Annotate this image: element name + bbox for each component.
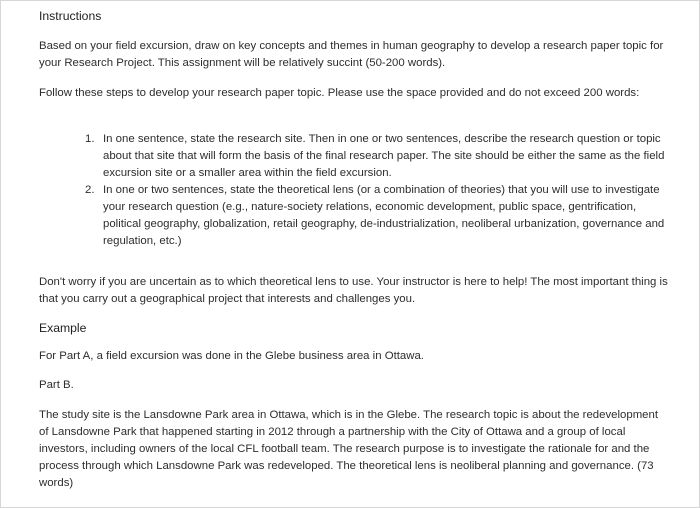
- example-heading: Example: [39, 321, 87, 335]
- list-item: [85, 182, 665, 250]
- part-a-paragraph: For Part A, a field excursion was done in the Glebe business area in Ottawa.: [39, 350, 424, 362]
- list-item: [85, 131, 665, 182]
- instructions-heading: Instructions: [39, 9, 102, 23]
- list-item-number: 2.: [85, 184, 95, 196]
- list-item-text: In one sentence, state the research site. Then in one or two sentences, describe the research question or topic about that site that will form the basis of the final research paper. The site should be either the same as the field excursion site or a smaller area within the field excursion.: [103, 133, 665, 179]
- intro-paragraph: Based on your field excursion, draw on key concepts and themes in human geography to develop a research paper topic for your Research Project. This assignment will be relatively succint (50-200 words).: [39, 40, 664, 69]
- part-b-label: Part B.: [39, 379, 74, 391]
- part-b-paragraph: The study site is the Lansdowne Park area in Ottawa, which is in the Glebe. The research topic is about the redevelopment of Lansdowne Park that happened starting in 2012 through a partnership with the City of Ottawa and a group of local investors, including owners of the local CFL football team. The research purpose is to investigate the rationale for and the process through which Lansdowne Park was redeveloped. The theoretical lens is neoliberal planning and governance. (73 words): [39, 409, 659, 489]
- list-item-number: 1.: [85, 133, 95, 145]
- steps-list: [85, 131, 665, 250]
- list-item-text: In one or two sentences, state the theoretical lens (or a combination of theories) that you will use to investigate your research question (e.g., nature-society relations, economic development, public space, gentrification, political geography, globalization, retail geography, de-industrialization, neoliberal urbanization, governance and regulation, etc.): [103, 184, 665, 247]
- steps-intro-paragraph: Follow these steps to develop your research paper topic. Please use the space provided and do not exceed 200 words:: [39, 87, 640, 99]
- reassurance-paragraph: Don't worry if you are uncertain as to which theoretical lens to use. Your instructor is here to help! The most important thing is that you carry out a geographical project that interests and challenges you.: [39, 276, 668, 305]
